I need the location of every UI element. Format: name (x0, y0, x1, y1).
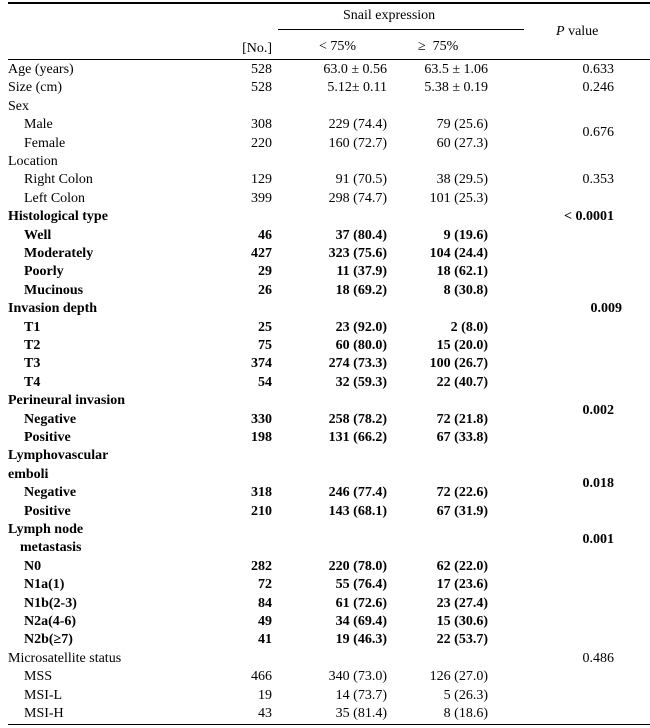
row-label: Histological type (8, 209, 108, 225)
row-lt75: 246 (77.4) (328, 485, 387, 501)
row-label: Male (24, 117, 53, 133)
row-lt75: 220 (78.0) (328, 558, 387, 574)
row-label: N1b(2-3) (24, 595, 77, 611)
row-count: 466 (251, 669, 272, 685)
row-count: 308 (251, 117, 272, 133)
row-lt75: 323 (75.6) (328, 246, 387, 261)
row-lt75: 55 (76.4) (335, 577, 387, 593)
row-count: 26 (258, 282, 272, 298)
row-lt75: 35 (81.4) (335, 706, 387, 721)
row-ge75: 79 (25.6) (436, 117, 488, 133)
row-ge75: 104 (24.4) (429, 246, 488, 261)
table-bottom-rule (8, 724, 650, 725)
row-label: T2 (24, 338, 41, 353)
row-label: Invasion depth (8, 301, 98, 317)
row-lt75: 274 (73.3) (328, 356, 387, 372)
row-p-value: < 0.0001 (564, 209, 614, 225)
row-count: 528 (251, 80, 272, 96)
row-ge75: 38 (29.5) (436, 172, 488, 188)
row-label: Left Colon (24, 190, 86, 206)
row-count: 374 (251, 356, 272, 372)
row-ge75: 18 (62.1) (436, 264, 488, 280)
row-label: Poorly (24, 264, 64, 280)
row-label: Lymphovascular (8, 448, 109, 464)
row-label: N2a(4-6) (24, 614, 77, 629)
row-p-value: 0.353 (582, 172, 614, 188)
row-lt75: 18 (69.2) (335, 282, 387, 298)
p-value-lymphovascular: 0.018 (582, 476, 614, 491)
row-ge75: 8 (18.6) (443, 706, 488, 721)
row-label: Well (24, 227, 52, 243)
row-count: 528 (251, 62, 272, 77)
row-ge75: 15 (30.6) (436, 614, 488, 629)
row-lt75: 32 (59.3) (335, 374, 387, 390)
row-count: 330 (251, 411, 272, 427)
snail-group-rule (278, 29, 524, 30)
row-ge75: 9 (19.6) (443, 227, 488, 243)
row-label: Positive (24, 503, 71, 519)
row-ge75: 67 (33.8) (436, 430, 488, 445)
row-count: 43 (258, 706, 272, 721)
row-label: Microsatellite status (8, 650, 122, 666)
header-bottom-rule (8, 59, 650, 60)
row-lt75: 19 (46.3) (335, 632, 387, 648)
p-value-word: value (564, 24, 599, 39)
row-label: Negative (24, 485, 77, 501)
row-lt75: 229 (74.4) (328, 117, 387, 133)
row-count: 54 (258, 374, 272, 390)
row-count: 75 (258, 338, 272, 353)
row-lt75: 91 (70.5) (335, 172, 387, 188)
p-value-lymph-node: 0.001 (582, 532, 614, 547)
row-count: 49 (258, 614, 272, 629)
row-label: N1a(1) (24, 577, 65, 593)
p-italic: P (556, 24, 565, 39)
no-column-header: [No.] (242, 41, 272, 56)
row-ge75: 17 (23.6) (436, 577, 488, 593)
p-value-perineural: 0.002 (582, 403, 614, 418)
row-label: Negative (24, 411, 77, 427)
row-label: T4 (24, 374, 41, 390)
row-count: 41 (258, 632, 272, 648)
row-lt75: 63.0 ± 0.56 (323, 62, 387, 77)
row-ge75: 62 (22.0) (436, 558, 488, 574)
row-lt75: 131 (66.2) (328, 430, 387, 445)
row-lt75: 11 (37.9) (336, 264, 387, 280)
row-count: 282 (251, 558, 272, 574)
row-count: 210 (251, 503, 272, 519)
row-lt75: 14 (73.7) (335, 687, 387, 703)
ge75-column-header: ≥ 75% (418, 39, 459, 54)
row-label: Mucinous (24, 282, 84, 298)
row-p-value: 0.633 (582, 62, 614, 77)
row-label: Perineural invasion (8, 393, 126, 409)
row-label: emboli (8, 466, 49, 482)
row-lt75: 61 (72.6) (335, 595, 387, 611)
row-ge75: 67 (31.9) (436, 503, 488, 519)
row-lt75: 298 (74.7) (328, 190, 387, 206)
row-lt75: 258 (78.2) (328, 411, 387, 427)
row-label: Right Colon (24, 172, 93, 188)
row-label: T3 (24, 356, 41, 372)
row-count: 427 (251, 246, 272, 261)
row-count: 84 (258, 595, 272, 611)
row-count: 399 (251, 190, 272, 206)
row-count: 198 (251, 430, 272, 445)
row-ge75: 100 (26.7) (429, 356, 488, 372)
row-count: 129 (251, 172, 272, 188)
p-value-header (556, 23, 598, 41)
row-ge75: 5 (26.3) (443, 687, 488, 703)
lt75-column-header: < 75% (319, 39, 357, 54)
row-lt75: 34 (69.4) (335, 614, 387, 629)
row-label: Female (24, 135, 66, 151)
row-label: metastasis (20, 540, 82, 556)
row-lt75: 143 (68.1) (328, 503, 387, 519)
row-ge75: 22 (40.7) (436, 374, 488, 390)
row-label: Size (cm) (8, 80, 63, 96)
row-count: 220 (251, 135, 272, 151)
row-count: 19 (258, 687, 272, 703)
row-count: 46 (258, 227, 272, 243)
row-ge75: 8 (30.8) (443, 282, 488, 298)
row-label: N0 (24, 558, 42, 574)
row-label: Positive (24, 430, 71, 445)
row-ge75: 22 (53.7) (436, 632, 488, 648)
row-ge75: 101 (25.3) (429, 190, 488, 206)
row-label: Age (years) (8, 62, 74, 77)
row-ge75: 72 (22.6) (436, 485, 488, 501)
row-ge75: 72 (21.8) (436, 411, 488, 427)
row-lt75: 160 (72.7) (328, 135, 387, 151)
row-lt75: 5.12± 0.11 (327, 80, 387, 96)
row-label: N2b(≥7) (24, 632, 73, 648)
row-count: 25 (258, 319, 272, 335)
row-ge75: 2 (8.0) (450, 319, 488, 335)
p-value-sex: 0.676 (582, 125, 614, 140)
row-label: Location (8, 154, 58, 169)
row-ge75: 5.38 ± 0.19 (424, 80, 488, 96)
row-label: MSI-L (24, 687, 63, 703)
row-lt75: 60 (80.0) (335, 338, 387, 353)
row-label: Lymph node (8, 522, 84, 537)
row-count: 29 (258, 264, 272, 280)
table-top-rule (8, 2, 650, 4)
row-label: MSI-H (24, 706, 64, 721)
row-ge75: 60 (27.3) (436, 135, 488, 151)
row-ge75: 23 (27.4) (436, 595, 488, 611)
row-ge75: 15 (20.0) (436, 338, 488, 353)
snail-expression-header: Snail expression (343, 8, 436, 23)
row-label: Moderately (24, 246, 94, 261)
row-p-value: 0.246 (582, 80, 614, 96)
row-p-value: 0.009 (590, 301, 622, 317)
row-lt75: 340 (73.0) (328, 669, 387, 685)
row-p-value: 0.486 (582, 650, 614, 666)
row-lt75: 23 (92.0) (335, 319, 387, 335)
row-count: 318 (251, 485, 272, 501)
row-label: Sex (8, 98, 29, 114)
row-lt75: 37 (80.4) (335, 227, 387, 243)
row-count: 72 (258, 577, 272, 593)
row-ge75: 126 (27.0) (429, 669, 488, 685)
row-label: MSS (24, 669, 53, 685)
row-label: T1 (24, 319, 41, 335)
row-ge75: 63.5 ± 1.06 (424, 62, 488, 77)
